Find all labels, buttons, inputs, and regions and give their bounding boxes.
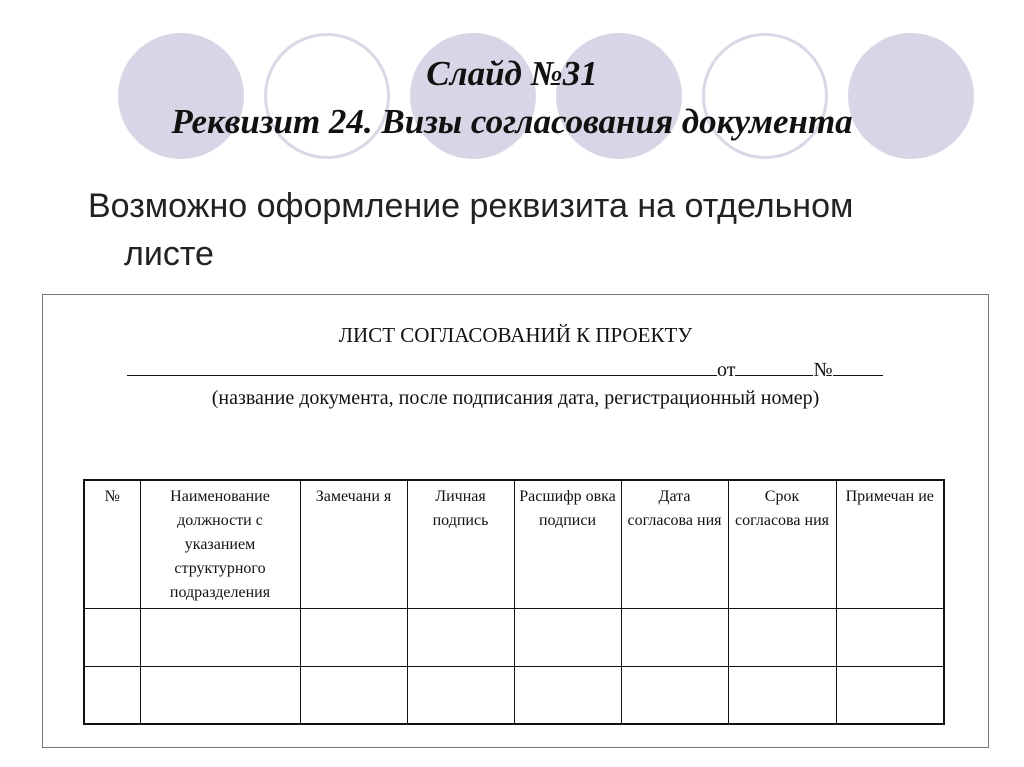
slide-title-line2: Реквизит 24. Визы согласования документа <box>171 102 853 141</box>
table-cell <box>514 608 621 666</box>
from-label: от <box>717 359 736 381</box>
subtitle-line1: Возможно оформление реквизита на отдельном <box>88 187 854 225</box>
sheet-caption: (название документа, после подписания дата, регистрационный номер) <box>211 387 820 409</box>
header-approval-date: Дата согласова ния <box>621 480 728 608</box>
header-signature-decoding: Расшифр овка подписи <box>514 480 621 608</box>
number-label: № <box>813 359 833 381</box>
table-cell <box>836 666 944 724</box>
number-blank <box>833 355 883 376</box>
table-cell <box>407 608 514 666</box>
table-row <box>84 608 944 666</box>
slide-subtitle <box>88 182 928 278</box>
table-cell <box>407 666 514 724</box>
table-cell <box>300 666 407 724</box>
table-cell <box>140 608 300 666</box>
table-cell <box>728 666 836 724</box>
sheet-heading: ЛИСТ СОГЛАСОВАНИЙ К ПРОЕКТУ <box>338 323 693 347</box>
header-note: Примечан ие <box>836 480 944 608</box>
table-cell <box>84 608 140 666</box>
table-cell <box>84 666 140 724</box>
header-number: № <box>84 480 140 608</box>
document-name-blank <box>127 355 717 376</box>
subtitle-line2: листе <box>124 235 214 273</box>
header-position: Наименование должности с указанием структурного подразделения <box>140 480 300 608</box>
slide-title-line1: Слайд №31 <box>426 54 598 93</box>
date-blank <box>735 355 813 376</box>
table-cell <box>836 608 944 666</box>
table-row <box>84 666 944 724</box>
table-cell <box>514 666 621 724</box>
header-approval-term: Срок согласова ния <box>728 480 836 608</box>
approval-table <box>83 479 945 725</box>
header-signature: Личная подпись <box>407 480 514 608</box>
table-cell <box>728 608 836 666</box>
table-cell <box>140 666 300 724</box>
approval-sheet <box>42 294 989 748</box>
sheet-fields <box>127 355 883 382</box>
header-remarks: Замечани я <box>300 480 407 608</box>
slide-title <box>0 50 1024 146</box>
table-cell <box>621 608 728 666</box>
table-cell <box>621 666 728 724</box>
table-cell <box>300 608 407 666</box>
table-header-row <box>84 480 944 608</box>
